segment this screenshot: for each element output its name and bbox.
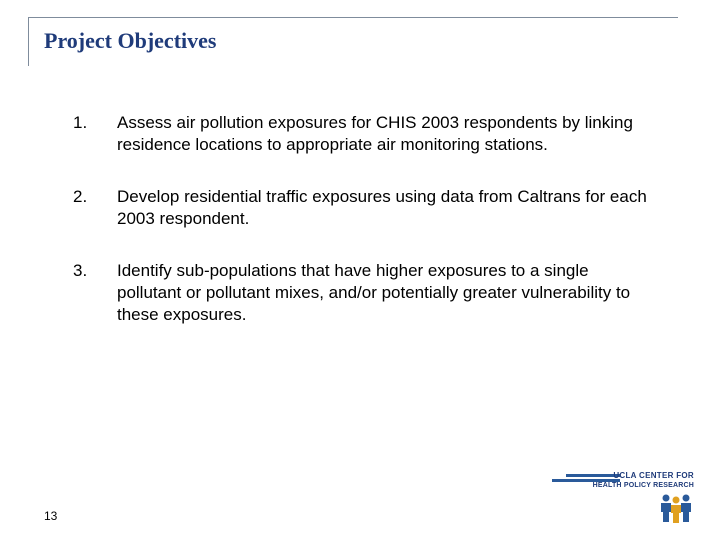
objective-item-3 [73, 260, 653, 326]
objective-text: Assess air pollution exposures for CHIS 2003 respondents by linking residence locations to appropriate air monitoring stations. [117, 113, 633, 154]
objective-item-1 [73, 112, 653, 156]
objective-item-2 [73, 186, 653, 230]
objective-number: 2. [73, 187, 88, 206]
ucla-center-logo [548, 470, 698, 526]
title-frame-vertical-line [28, 17, 29, 66]
page-number: 13 [44, 509, 58, 523]
objective-text: Identify sub-populations that have higher exposures to a single pollutant or pollutant mixes, and/or potentially greater vulnerability to these exposures. [117, 261, 631, 324]
objective-number: 3. [73, 261, 88, 280]
objective-text: Develop residential traffic exposures using data from Caltrans for each 2003 respondent. [117, 187, 647, 228]
logo-line-2: HEALTH POLICY RESEARCH [592, 482, 694, 489]
logo-stripe [566, 474, 620, 477]
slide-title: Project Objectives [44, 28, 217, 53]
title-frame-horizontal-line [28, 17, 678, 18]
objective-number: 1. [73, 113, 88, 132]
logo-line-1: UCLA CENTER FOR [613, 471, 694, 480]
people-group-icon [658, 493, 694, 525]
objectives-list [73, 112, 653, 326]
